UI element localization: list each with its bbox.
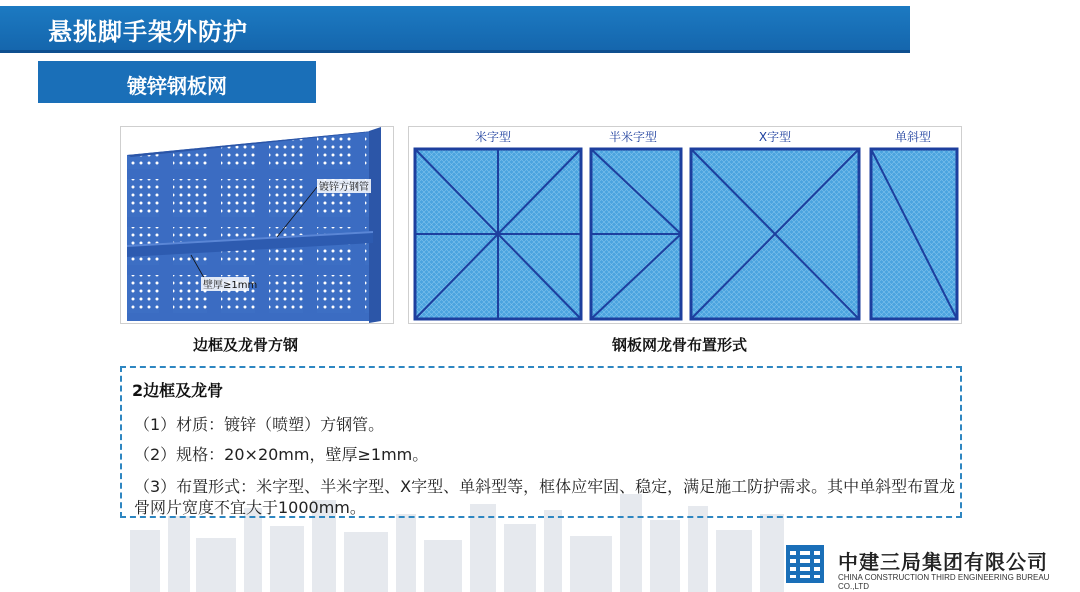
mesh-panel [127, 131, 373, 321]
single-diagonal-pattern-panel [871, 149, 957, 319]
title-underline [0, 50, 910, 53]
right-figure-caption: 钢板网龙骨布置形式 [612, 336, 748, 354]
company-logo-icon [786, 545, 824, 583]
left-figure-caption: 边框及龙骨方钢 [193, 336, 299, 354]
steel-mesh-panel-illustration [121, 127, 393, 323]
bracing-layouts-figure [408, 126, 962, 324]
company-name-english: CHINA CONSTRUCTION THIRD ENGINEERING BUREAU CO.,LTD [838, 573, 1050, 591]
bracing-layouts-illustration [409, 127, 961, 323]
mi-pattern-panel [415, 149, 581, 319]
panel-label-single-diagonal: 单斜型 [894, 130, 932, 144]
panel-label-x: X字型 [758, 130, 792, 144]
specification-box [120, 366, 962, 518]
spec-material: （1）材质：镀锌（喷塑）方钢管。 [134, 415, 385, 434]
panel-label-half-mi: 半米字型 [608, 130, 658, 144]
x-pattern-panel [691, 149, 859, 319]
spec-size: （2）规格：20×20mm，壁厚≥1mm。 [134, 445, 429, 464]
spec-layout: （3）布置形式：米字型、半米字型、X字型、单斜型等，框体应牢固、稳定，满足施工防护需求。其中单斜型布置龙骨网片宽度不宜大于1000mm。 [134, 477, 956, 517]
spec-heading: 2边框及龙骨 [132, 381, 224, 400]
title-bar [0, 6, 910, 50]
section-subtitle: 镀锌钢板网 [127, 74, 227, 98]
tube-label: 镀锌方钢管 [319, 182, 369, 193]
thickness-label: 壁厚≥1mm [203, 280, 258, 291]
panel-label-mi: 米字型 [474, 130, 512, 144]
half-mi-pattern-panel [591, 149, 681, 319]
section-subtitle-box [38, 61, 316, 103]
company-name: 中建三局集团有限公司 [838, 550, 1048, 574]
frame-figure [120, 126, 394, 324]
page-title: 悬挑脚手架外防护 [48, 18, 248, 46]
